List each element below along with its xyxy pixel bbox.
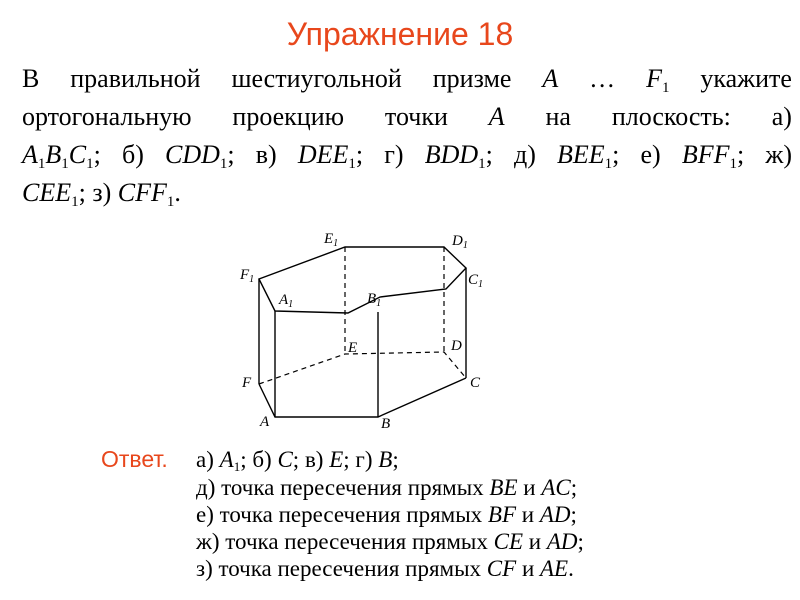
answer-line-4: ж) точка пересечения прямых CE и AD; [196, 529, 584, 554]
plane-a1b1c1: $A_1B_1C_1$; [22, 140, 101, 172]
label-d: D [451, 338, 462, 354]
label-a1: $A_1$ [279, 292, 294, 310]
answer-line-3: е) точка пересечения прямых BF и AD; [196, 502, 577, 527]
point-a: A [542, 64, 559, 93]
answer-line-1: а) $A_1$; б) C; в) E; г) B; [196, 447, 399, 474]
problem-line-3 [22, 136, 792, 174]
ellipsis: … [589, 64, 616, 93]
plane-cff1: $CFF_1$. [117, 178, 181, 210]
point-a: A [488, 102, 505, 131]
item-marker: е) [640, 140, 661, 169]
label-e1: $E_1$ [324, 231, 339, 249]
label-f1: $F_1$ [240, 267, 255, 285]
word: ортогональную [22, 102, 192, 131]
word: В [22, 64, 40, 93]
label-c: C [470, 375, 481, 391]
problem-line-2 [22, 98, 792, 136]
plane-bee1: $BEE_1$; [557, 140, 620, 172]
item-marker: д) [513, 140, 536, 169]
page-title: Упражнение 18 [286, 16, 514, 52]
word: шестиугольной [231, 64, 402, 93]
problem-line-4 [22, 174, 792, 212]
label-e: E [348, 340, 358, 356]
label-b1: $B_1$ [367, 291, 382, 309]
item-marker: а) [771, 102, 792, 131]
item-marker: г) [384, 140, 404, 169]
item-marker: ж) [765, 140, 792, 169]
item-marker: в) [255, 140, 277, 169]
plane-bff1: $BFF_1$; [681, 140, 745, 172]
plane-bdd1: $BDD_1$; [424, 140, 493, 172]
label-f: F [242, 375, 252, 391]
word: призме [432, 64, 512, 93]
answer-line-5: з) точка пересечения прямых CF и AE. [196, 556, 574, 581]
plane-cee1: $CEE_1$; [22, 178, 86, 210]
word: плоскость: [611, 102, 731, 131]
word: точки [384, 102, 448, 131]
label-b: B [381, 416, 391, 432]
word: проекцию [232, 102, 345, 131]
prism-edges [259, 247, 466, 417]
answer-label: Ответ. [101, 446, 168, 472]
label-c1: $C_1$ [468, 272, 484, 290]
hexagonal-prism-figure [230, 228, 500, 436]
label-d1: $D_1$ [452, 233, 468, 251]
answer-line-2: д) точка пересечения прямых BE и AC; [196, 475, 578, 500]
edge-bottom-visible [259, 378, 466, 417]
word: правильной [70, 64, 201, 93]
item-marker: б) [121, 140, 144, 169]
plane-cdd1: $CDD_1$; [165, 140, 235, 172]
word: укажите [700, 64, 792, 93]
word: на [545, 102, 571, 131]
edge-bottom-hidden [259, 352, 466, 384]
problem-line-1 [22, 60, 792, 98]
label-a: A [260, 414, 270, 430]
point-f1: $F_1$ [646, 64, 670, 96]
item-marker: з) [92, 178, 112, 207]
problem-statement [22, 60, 792, 212]
plane-dee1: $DEE_1$; [297, 140, 364, 172]
